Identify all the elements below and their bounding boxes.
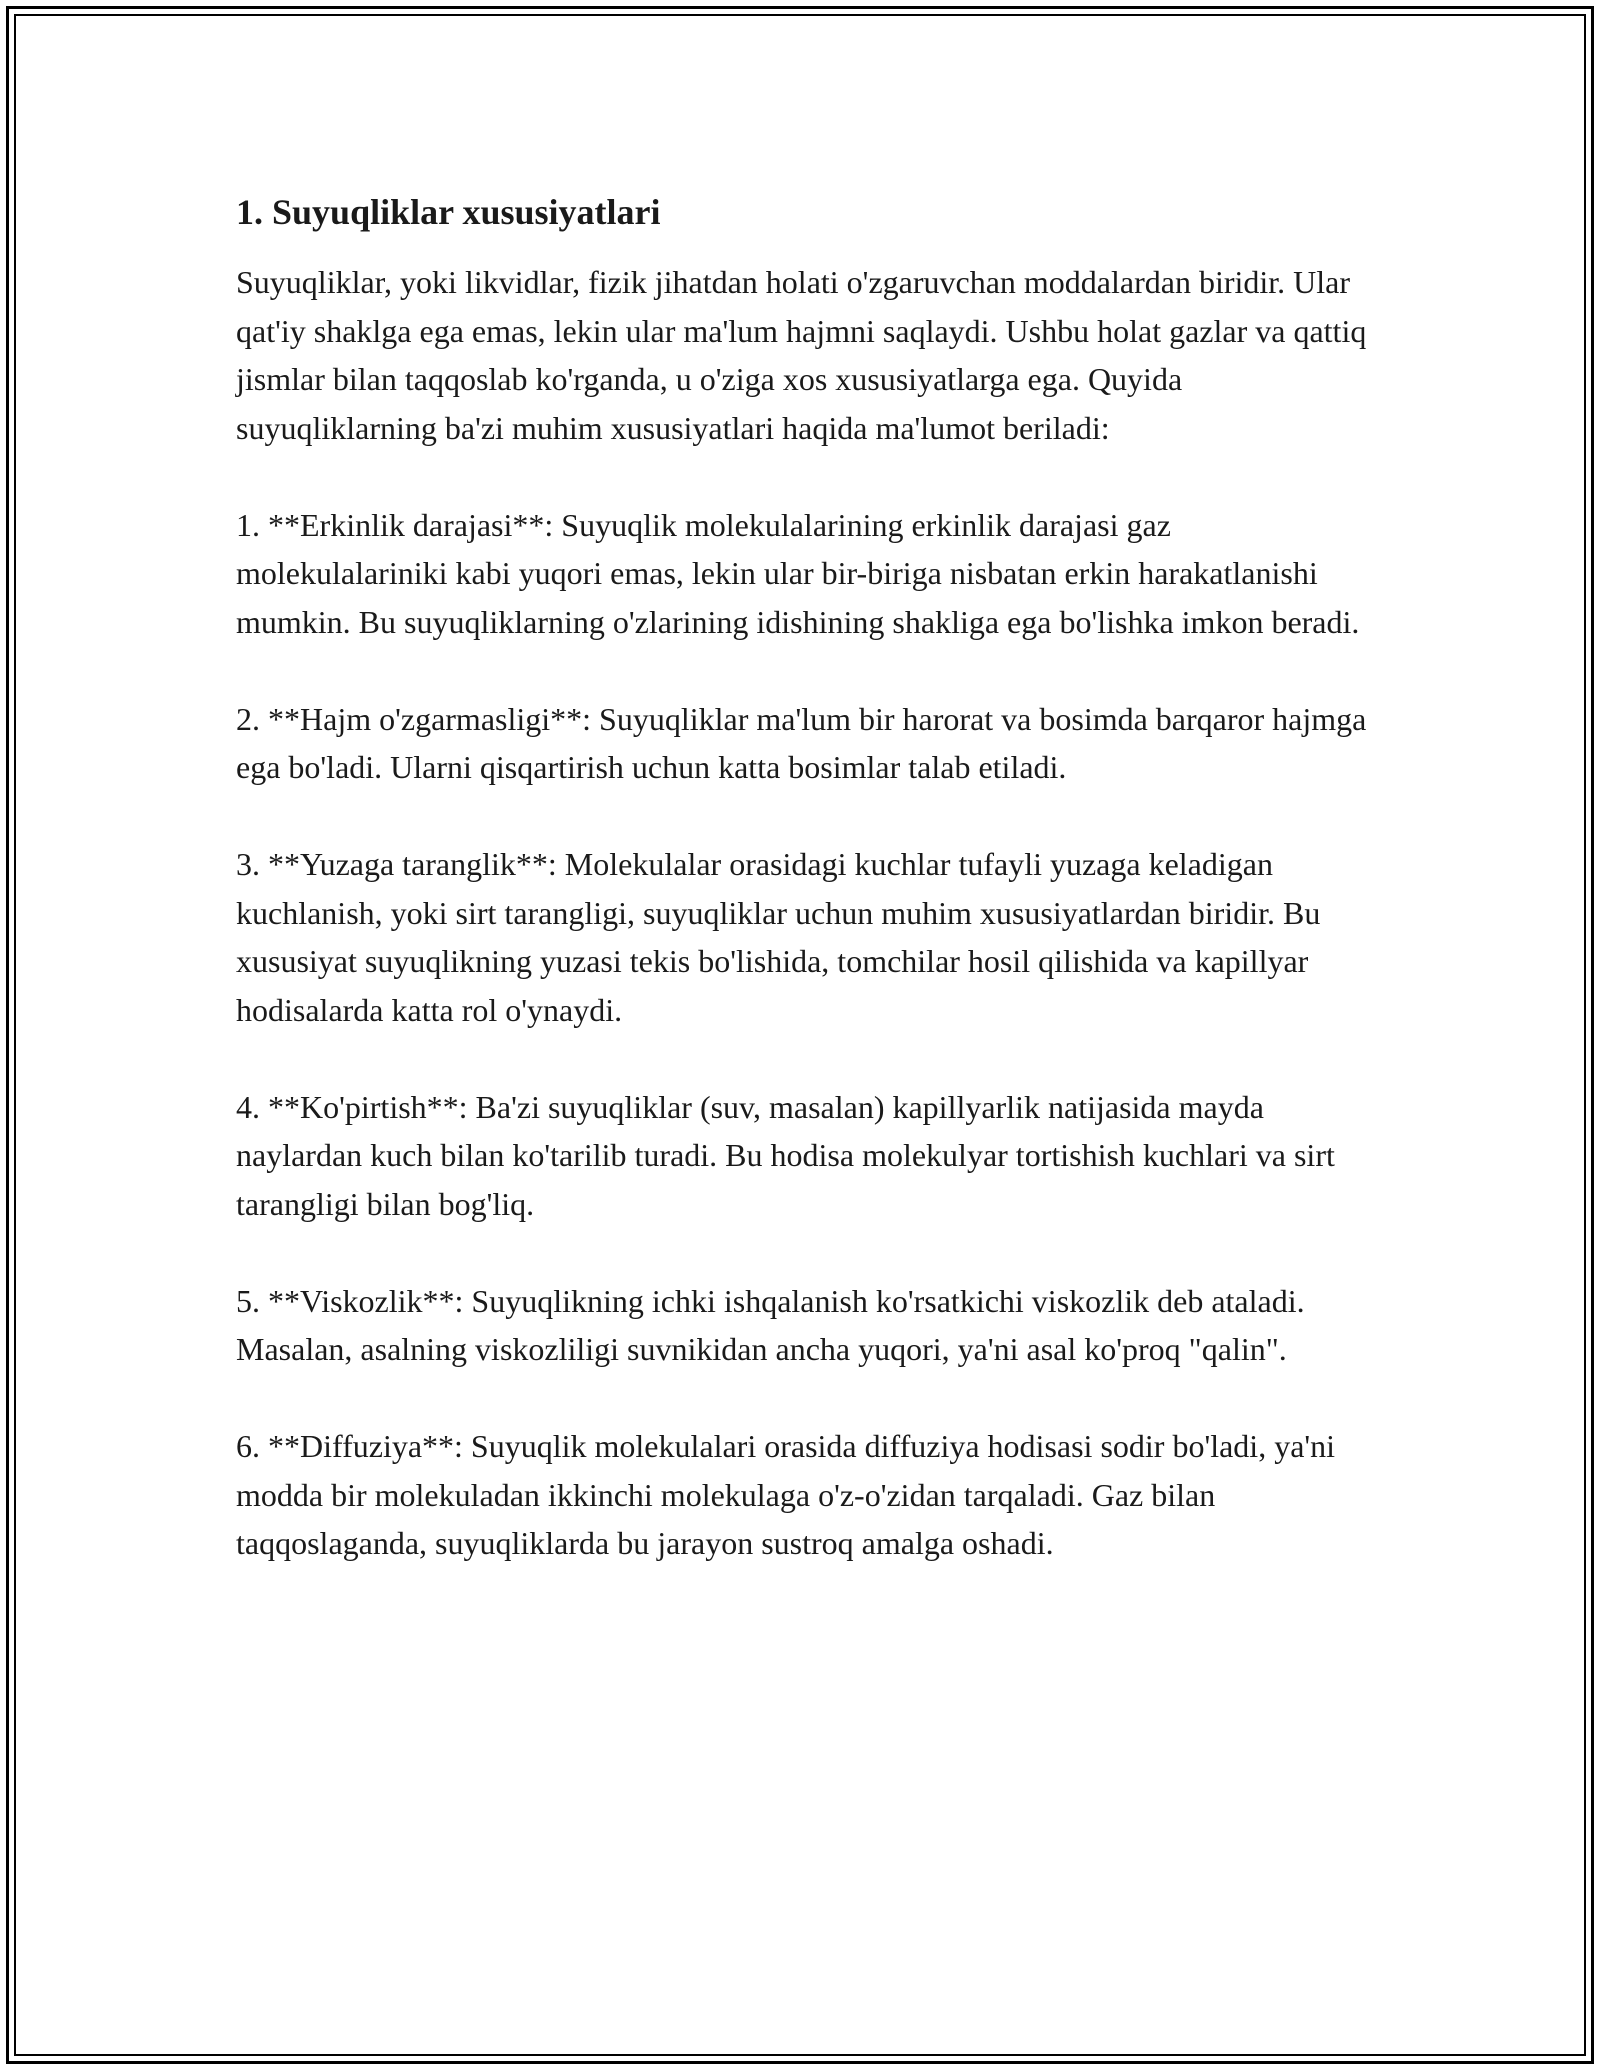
document-body <box>236 188 1376 1616</box>
paragraph-viskozlik: 5. **Viskozlik**: Suyuqlikning ichki ishqalanish ko'rsatkichi viskozlik deb ataladi. Masalan, asalning viskozliligi suvnikidan ancha yuqori, ya'ni asal ko'proq "qalin". <box>236 1282 1305 1367</box>
paragraph-hajm-ozgarmasligi: 2. **Hajm o'zgarmasligi**: Suyuqliklar ma'lum bir harorat va bosimda barqaror hajmga ega bo'ladi. Ularni qisqartirish uchun katta bosimlar talab etiladi. <box>236 700 1367 785</box>
paragraph-yuzaga-taranglik: 3. **Yuzaga taranglik**: Molekulalar orasidagi kuchlar tufayli yuzaga keladigan kuchlanish, yoki sirt tarangligi, suyuqliklar uchun muhim xususiyatlardan biridir. Bu xususiyat suyuqlikning yuzasi tekis bo'lishida, tomchilar hosil qilishida va kapillyar hodisalarda katta rol o'ynaydi. <box>236 846 1321 1028</box>
intro-paragraph: Suyuqliklar, yoki likvidlar, fizik jihatdan holati o'zgaruvchan moddalardan biridir. Ular qat'iy shaklga ega emas, lekin ular ma'lum hajmni saqlaydi. Ushbu holat gazlar va qattiq jismlar bilan taqqoslab ko'rganda, u o'ziga xos xususiyatlarga ega. Quyida suyuqliklarning ba'zi muhim xususiyatlari haqida ma'lumot beriladi: <box>236 264 1367 446</box>
paragraph-kopirtish: 4. **Ko'pirtish**: Ba'zi suyuqliklar (suv, masalan) kapillyarlik natijasida mayda naylardan kuch bilan ko'tarilib turadi. Bu hodisa molekulyar tortishish kuchlari va sirt tarangligi bilan bog'liq. <box>236 1088 1335 1222</box>
paragraph-diffuziya: 6. **Diffuziya**: Suyuqlik molekulalari orasida diffuziya hodisasi sodir bo'ladi, ya'ni modda bir molekuladan ikkinchi molekulaga o'z-o'zidan tarqaladi. Gaz bilan taqqoslaganda, suyuqliklarda bu jarayon sustroq amalga oshadi. <box>236 1428 1336 1561</box>
paragraph-erkinlik-darajasi: 1. **Erkinlik darajasi**: Suyuqlik molekulalarining erkinlik darajasi gaz molekulalariniki kabi yuqori emas, lekin ular bir-biriga nisbatan erkin harakatlanishi mumkin. Bu suyuqliklarning o'zlarining idishining shakliga ega bo'lishka imkon beradi. <box>236 506 1360 640</box>
document-title: 1. Suyuqliklar xususiyatlari <box>236 192 661 232</box>
